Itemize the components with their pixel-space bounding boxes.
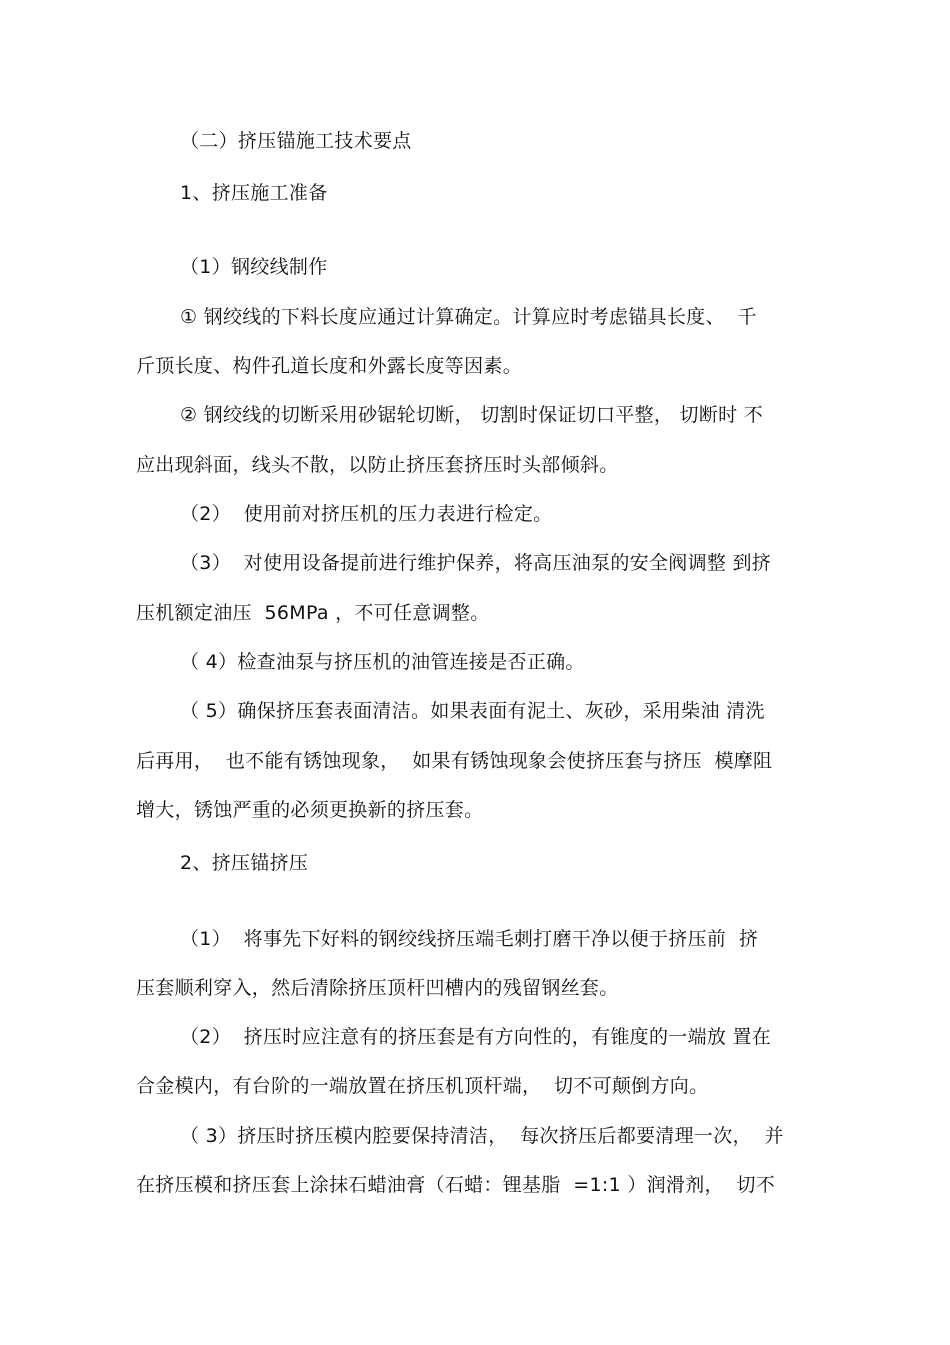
item4-text: （ 4）检查油泵与挤压机的油管连接是否正确。 bbox=[180, 651, 585, 673]
item2-text: （2） 使用前对挤压机的压力表进行检定。 bbox=[180, 503, 553, 525]
section1-title: 1、挤压施工准备 bbox=[180, 182, 328, 204]
s2-item1-line1: （1） 将事先下好料的钢绞线挤压端毛刺打磨干净以便于挤压前 挤 bbox=[180, 928, 759, 950]
item1-sub2-line2: 应出现斜面，线头不散，以防止挤压套挤压时头部倾斜。 bbox=[136, 454, 619, 476]
section-heading: （二）挤压锚施工技术要点 bbox=[180, 130, 412, 152]
s2-item1-line2: 压套顺利穿入，然后清除挤压顶杆凹槽内的残留钢丝套。 bbox=[136, 977, 619, 999]
item5-line1: （ 5）确保挤压套表面清洁。如果表面有泥土、灰砂，采用柴油 清洗 bbox=[180, 700, 765, 722]
item3-line2: 压机额定油压 56MPa ，不可任意调整。 bbox=[136, 602, 490, 624]
item1-sub2-line1: ② 钢绞线的切断采用砂锯轮切断， 切割时保证切口平整， 切断时 不 bbox=[180, 404, 764, 426]
s2-item2-line2: 合金模内，有台阶的一端放置在挤压机顶杆端， 切不可颠倒方向。 bbox=[136, 1075, 709, 1097]
item5-line3: 增大，锈蚀严重的必须更换新的挤压套。 bbox=[136, 799, 484, 821]
item5-line2: 后再用， 也不能有锈蚀现象， 如果有锈蚀现象会使挤压套与挤压 模摩阻 bbox=[136, 750, 773, 772]
item1-sub1-line2: 斤顶长度、构件孔道长度和外露长度等因素。 bbox=[136, 355, 523, 377]
section2-title: 2、挤压锚挤压 bbox=[180, 852, 309, 874]
s2-item3-line2: 在挤压模和挤压套上涂抹石蜡油膏（石蜡：锂基脂 =1:1 ）润滑剂， 切不 bbox=[136, 1174, 776, 1196]
item3-line1: （3） 对使用设备提前进行维护保养，将高压油泵的安全阀调整 到挤 bbox=[180, 552, 772, 574]
s2-item2-line1: （2） 挤压时应注意有的挤压套是有方向性的，有锥度的一端放 置在 bbox=[180, 1026, 772, 1048]
s2-item3-line1: （ 3）挤压时挤压模内腔要保持清洁， 每次挤压后都要清理一次， 并 bbox=[180, 1125, 784, 1147]
item1-title: （1）钢绞线制作 bbox=[180, 256, 328, 278]
item1-sub1-line1: ① 钢绞线的下料长度应通过计算确定。计算应时考虑锚具长度、 千 bbox=[180, 306, 757, 328]
